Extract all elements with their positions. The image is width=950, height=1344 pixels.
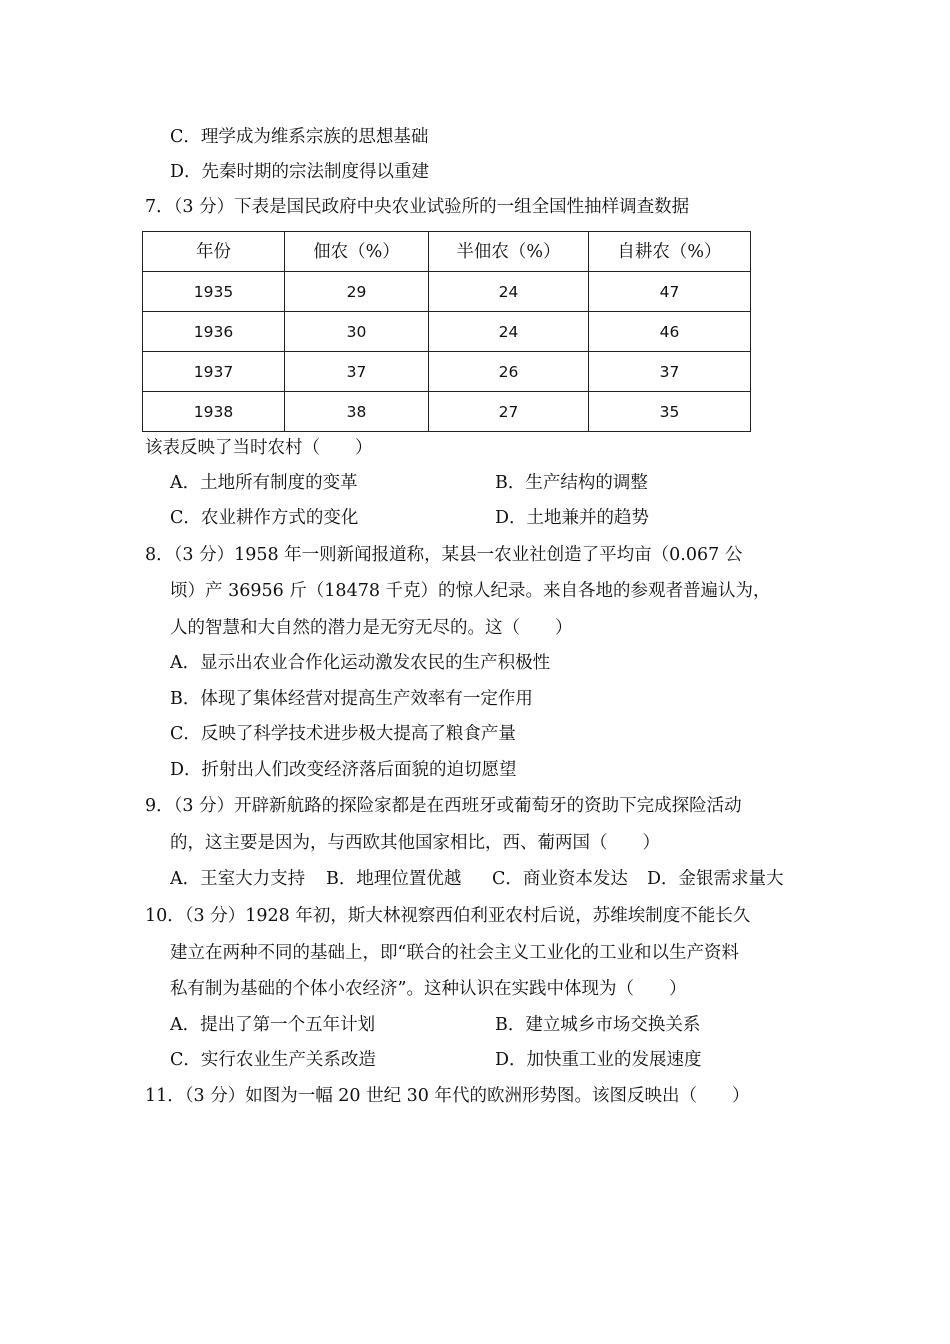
q10-option-b: B．建立城乡市场交换关系 [495,1015,701,1035]
table-cell: 35 [589,392,751,432]
q8-option-b: B．体现了集体经营对提高生产效率有一定作用 [170,689,533,709]
table-header-cell: 佃农（%） [285,232,429,272]
q9-option-c: C．商业资本发达 [492,869,628,889]
q7-option-a: A．土地所有制度的变革 [170,473,358,493]
q9-option-d: D．金银需求量大 [647,869,784,889]
table-cell: 38 [285,392,429,432]
q6-option-c: C．理学成为维系宗族的思想基础 [170,127,429,147]
q8-option-d: D．折射出人们改变经济落后面貌的迫切愿望 [170,760,517,780]
q8-option-a: A．显示出农业合作化运动激发农民的生产积极性 [170,653,551,673]
table-cell: 37 [285,352,429,392]
table-header-cell: 年份 [143,232,285,272]
q8-option-c: C．反映了科学技术进步极大提高了粮食产量 [170,724,516,744]
q9-options-row [170,868,784,890]
table-cell: 29 [285,272,429,312]
table-header-cell: 自耕农（%） [589,232,751,272]
table-cell: 1937 [143,352,285,392]
table-row [143,312,751,352]
q7-stem: 7．（3 分）下表是国民政府中央农业试验所的一组全国性抽样调查数据 [145,197,690,217]
q6-option-d: D．先秦时期的宗法制度得以重建 [170,162,430,182]
table-row [143,392,751,432]
table-cell: 47 [589,272,751,312]
table-cell: 30 [285,312,429,352]
table-cell: 1938 [143,392,285,432]
q9-stem-line2: 的，这主要是因为，与西欧其他国家相比，西、葡两国（ ） [170,833,660,853]
q10-stem-line3: 私有制为基础的个体小农经济”。这种认识在实践中体现为（ ） [170,979,687,999]
table-cell: 37 [589,352,751,392]
q11-stem: 11．（3 分）如图为一幅 20 世纪 30 年代的欧洲形势图。该图反映出（ ） [145,1086,750,1106]
q7-data-table [142,231,751,432]
q10-stem-line1: 10．（3 分）1928 年初，斯大林视察西伯利亚农村后说，苏维埃制度不能长久 [145,906,751,926]
q10-stem-line2: 建立在两种不同的基础上，即“联合的社会主义工业化的工业和以生产资料 [170,943,739,963]
table-cell: 24 [429,272,589,312]
table-cell: 1936 [143,312,285,352]
q10-option-a: A．提出了第一个五年计划 [170,1015,376,1035]
table-cell: 1935 [143,272,285,312]
q8-stem-line2: 顷）产 36956 斤（18478 千克）的惊人纪录。来自各地的参观者普遍认为， [170,581,771,601]
q8-stem-line1: 8．（3 分）1958 年一则新闻报道称，某县一农业社创造了平均亩（0.067 公 [145,545,743,565]
q7-option-c: C．农业耕作方式的变化 [170,508,359,528]
q9-stem-line1: 9．（3 分）开辟新航路的探险家都是在西班牙或葡萄牙的资助下完成探险活动 [145,796,742,816]
table-cell: 24 [429,312,589,352]
q7-after-text: 该表反映了当时农村（ ） [145,438,373,458]
q9-option-b: B．地理位置优越 [326,869,462,889]
table-header-cell: 半佃农（%） [429,232,589,272]
table-header-row [143,232,751,272]
q9-option-a: A．王室大力支持 [170,869,306,889]
q10-option-c: C．实行农业生产关系改造 [170,1050,376,1070]
table-cell: 46 [589,312,751,352]
table-cell: 27 [429,392,589,432]
q10-option-d: D．加快重工业的发展速度 [495,1050,702,1070]
table-cell: 26 [429,352,589,392]
table-row [143,352,751,392]
q7-option-d: D．土地兼并的趋势 [495,508,650,528]
q8-stem-line3: 人的智慧和大自然的潜力是无穷无尽的。这（ ） [170,618,573,638]
table-row [143,272,751,312]
q7-option-b: B．生产结构的调整 [495,473,648,493]
